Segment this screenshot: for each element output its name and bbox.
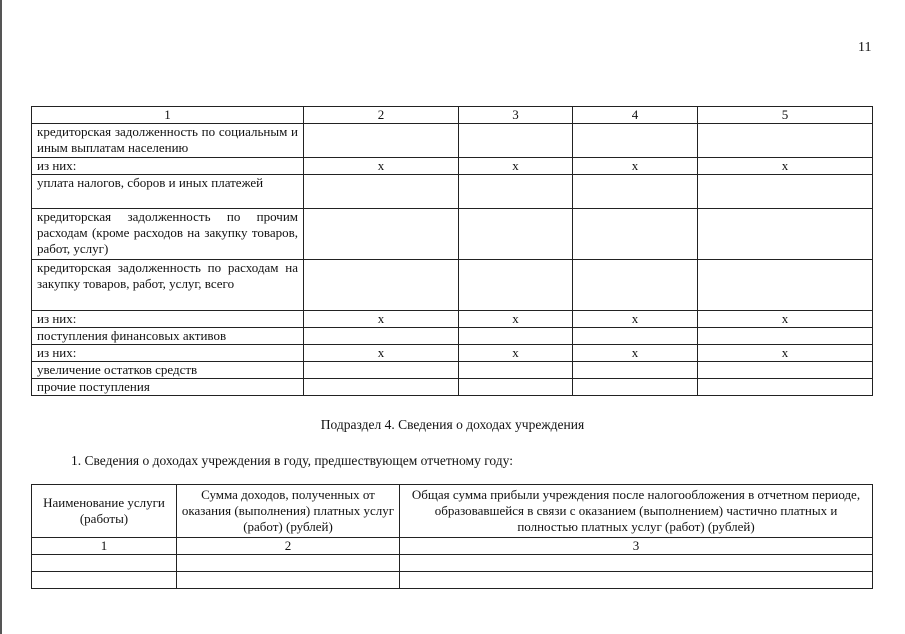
table-header-row xyxy=(32,107,873,124)
table-cell xyxy=(698,209,873,260)
row-label: кредиторская задолженность по социальным и иным выплатам населению xyxy=(32,124,304,158)
row-label: поступления финансовых активов xyxy=(32,328,304,345)
column-number-2: 2 xyxy=(304,107,459,124)
table-cell xyxy=(459,260,573,311)
table-cell xyxy=(304,260,459,311)
table-cell: x xyxy=(698,158,873,175)
liabilities-table xyxy=(31,106,873,396)
table-cell xyxy=(32,555,177,572)
table-cell: x xyxy=(698,311,873,328)
table-cell xyxy=(459,379,573,396)
column-number-3: 3 xyxy=(400,538,873,555)
page-left-edge xyxy=(0,0,2,634)
table-cell: x xyxy=(573,311,698,328)
table-row xyxy=(32,345,873,362)
table-cell xyxy=(304,328,459,345)
table-row xyxy=(32,362,873,379)
table-row xyxy=(32,572,873,589)
column-numbers-row xyxy=(32,538,873,555)
header-service-name: Наименование услуги (работы) xyxy=(32,485,177,538)
row-label: прочие поступления xyxy=(32,379,304,396)
row-label: уплата налогов, сборов и иных платежей xyxy=(32,175,304,209)
table-cell xyxy=(573,175,698,209)
table-cell xyxy=(573,209,698,260)
table-row xyxy=(32,379,873,396)
table-cell xyxy=(177,555,400,572)
column-number-4: 4 xyxy=(573,107,698,124)
table-cell: x xyxy=(698,345,873,362)
table-cell xyxy=(304,379,459,396)
table-row xyxy=(32,260,873,311)
table-cell xyxy=(32,572,177,589)
header-total-profit: Общая сумма прибыли учреждения после налогообложения в отчетном периоде, образовавшейся в связи с оказанием (выполнением) частично платных и полностью платных услуг (работ) (рублей) xyxy=(400,485,873,538)
header-income-sum: Сумма доходов, полученных от оказания (выполнения) платных услуг (работ) (рублей) xyxy=(177,485,400,538)
column-number-3: 3 xyxy=(459,107,573,124)
table-row xyxy=(32,124,873,158)
table-row xyxy=(32,209,873,260)
table-cell xyxy=(304,362,459,379)
table-cell xyxy=(400,555,873,572)
table-cell: x xyxy=(573,345,698,362)
row-label: увеличение остатков средств xyxy=(32,362,304,379)
row-label: кредиторская задолженность по расходам на закупку товаров, работ, услуг, всего xyxy=(32,260,304,311)
table-cell: x xyxy=(459,345,573,362)
table-cell xyxy=(698,260,873,311)
page-number: 11 xyxy=(858,40,872,55)
column-number-5: 5 xyxy=(698,107,873,124)
table-cell xyxy=(459,175,573,209)
table-cell: x xyxy=(459,311,573,328)
table-cell xyxy=(459,328,573,345)
table-cell xyxy=(573,124,698,158)
intro-text: 1. Сведения о доходах учреждения в году, предшествующем отчетному году: xyxy=(71,453,513,468)
table-row xyxy=(32,175,873,209)
table-cell xyxy=(400,572,873,589)
table-cell xyxy=(698,124,873,158)
table-cell: x xyxy=(304,158,459,175)
table-row xyxy=(32,328,873,345)
row-label: из них: xyxy=(32,158,304,175)
column-number-2: 2 xyxy=(177,538,400,555)
table-cell xyxy=(573,362,698,379)
row-label: кредиторская задолженность по прочим расходам (кроме расходов на закупку товаров, работ, услуг) xyxy=(32,209,304,260)
table-cell xyxy=(698,362,873,379)
table-cell xyxy=(698,328,873,345)
table-cell: x xyxy=(304,311,459,328)
table-cell xyxy=(573,379,698,396)
table-cell xyxy=(698,379,873,396)
table-cell xyxy=(573,260,698,311)
table-cell xyxy=(573,328,698,345)
row-label: из них: xyxy=(32,311,304,328)
table-cell xyxy=(459,362,573,379)
table-cell xyxy=(698,175,873,209)
table-cell xyxy=(304,124,459,158)
table-cell: x xyxy=(459,158,573,175)
row-label: из них: xyxy=(32,345,304,362)
table-row xyxy=(32,311,873,328)
column-number-1: 1 xyxy=(32,538,177,555)
table-cell xyxy=(459,209,573,260)
table-cell: x xyxy=(573,158,698,175)
section-heading: Подраздел 4. Сведения о доходах учреждения xyxy=(320,417,585,432)
table-cell xyxy=(304,209,459,260)
table-row xyxy=(32,555,873,572)
column-number-1: 1 xyxy=(32,107,304,124)
table-header-row xyxy=(32,485,873,538)
table-cell xyxy=(177,572,400,589)
table-cell xyxy=(459,124,573,158)
table-cell: x xyxy=(304,345,459,362)
table-cell xyxy=(304,175,459,209)
income-table xyxy=(31,484,873,589)
table-row xyxy=(32,158,873,175)
